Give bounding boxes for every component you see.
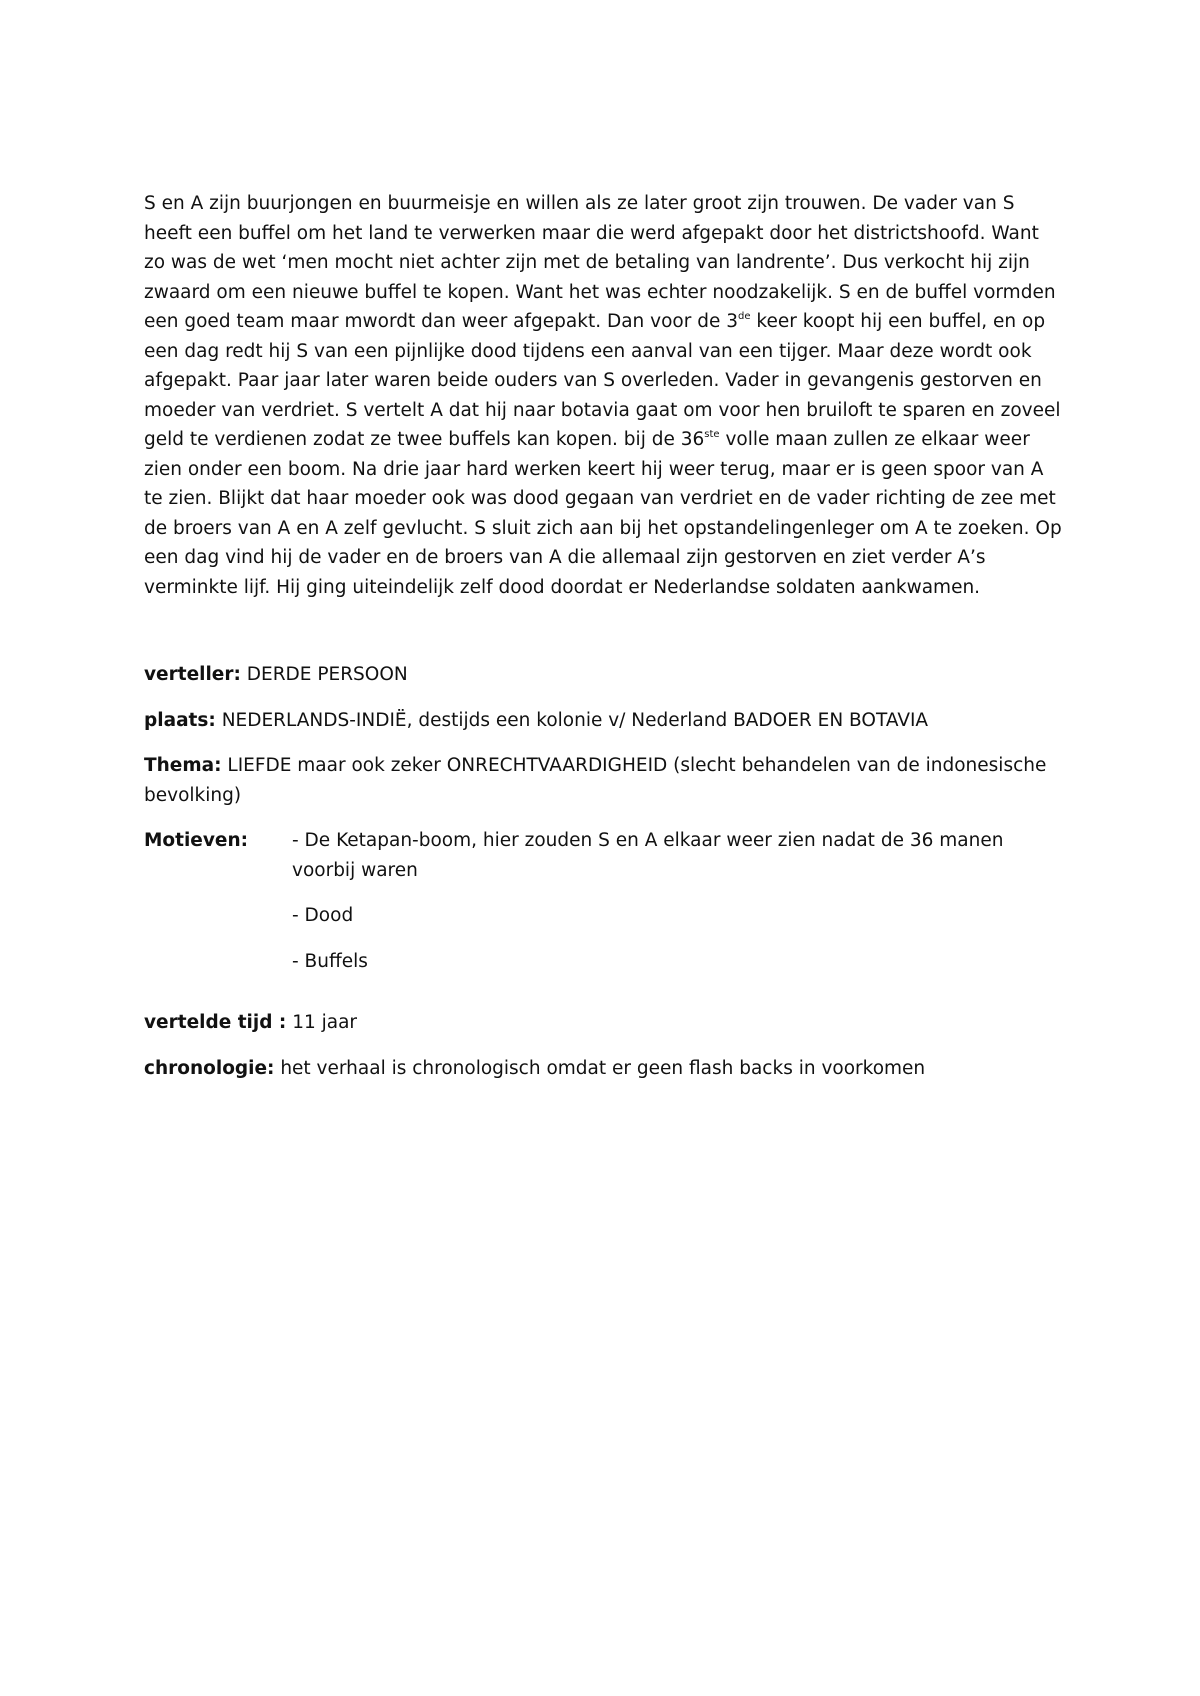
field-value-verteller: DERDE PERSOON — [240, 664, 408, 685]
list-item: - De Ketapan-boom, hier zouden S en A elkaar weer zien nadat de 36 manen voorbij waren — [292, 830, 1004, 881]
summary-paragraph — [144, 189, 1064, 602]
field-verteller — [144, 660, 1064, 690]
field-label-chronologie: chronologie: — [144, 1057, 275, 1079]
field-vertelde-tijd — [144, 1008, 1064, 1038]
field-label-plaats: plaats: — [144, 709, 216, 731]
field-label-verteller: verteller: — [144, 664, 241, 685]
field-value-plaats: NEDERLANDS-INDIË, destijds een kolonie v/ Nederland BADOER EN BOTAVIA — [215, 709, 929, 731]
field-label-motieven: Motieven: — [144, 830, 249, 851]
field-label-vertelde-tijd: vertelde tijd : — [144, 1012, 287, 1033]
analysis-fields — [144, 660, 1064, 1099]
list-item: - Dood — [292, 905, 354, 926]
summary-text-2: keer koopt hij een buffel, en op een dag redt hij S van een pijnlijke dood tijdens een aanval van een tijger. Maar deze wordt ook afgepakt. Paar jaar later waren beide ouders van S overleden. Vader in gevangenis gestorven en moeder van verdriet. S vertelt A dat hij naar botavia gaat om voor hen bruiloft te sparen en zoveel geld te verdienen zodat ze twee buffels kan kopen. bij de 36 — [144, 311, 1061, 450]
superscript-ste: ste — [704, 429, 720, 440]
list-item: - Buffels — [292, 950, 368, 972]
field-chronologie — [144, 1054, 1064, 1084]
motieven-list — [292, 826, 1064, 992]
summary-text-3: volle maan zullen ze elkaar weer zien onder een boom. Na drie jaar hard werken keert hij weer terug, maar er is geen spoor van A te zien. Blijkt dat haar moeder ook was dood gegaan van verdriet en de vader richting de zee met de broers van A en A zelf gevlucht. S sluit zich aan bij het opstandelingenleger om A te zoeken. Op een dag vind hij de vader en de broers van A die allemaal zijn gestorven en ziet verder A’s verminkte lijf. Hij ging uiteindelijk zelf dood doordat er Nederlandse soldaten aankwamen. — [144, 429, 1062, 598]
field-motieven — [144, 826, 1064, 992]
field-plaats — [144, 706, 1064, 736]
field-thema — [144, 751, 1064, 810]
field-label-thema: Thema: — [144, 755, 222, 776]
field-value-chronologie: het verhaal is chronologisch omdat er geen flash backs in voorkomen — [274, 1057, 926, 1079]
field-value-thema: LIEFDE maar ook zeker ONRECHTVAARDIGHEID (slecht behandelen van de indonesische bevolking) — [144, 755, 1047, 806]
superscript-de: de — [738, 311, 751, 322]
summary-text-1: S en A zijn buurjongen en buurmeisje en willen als ze later groot zijn trouwen. De vader van S heeft een buffel om het land te verwerken maar die werd afgepakt door het districtshoofd. Want zo was de wet ‘men mocht niet achter zijn met de betaling van landrente’. Dus verkocht hij zijn zwaard om een nieuwe buffel te kopen. Want het was echter noodzakelijk. S en de buffel vormden een goed team maar mwordt dan weer afgepakt. Dan voor de 3 — [144, 193, 1056, 332]
field-value-vertelde-tijd: 11 jaar — [286, 1012, 358, 1033]
